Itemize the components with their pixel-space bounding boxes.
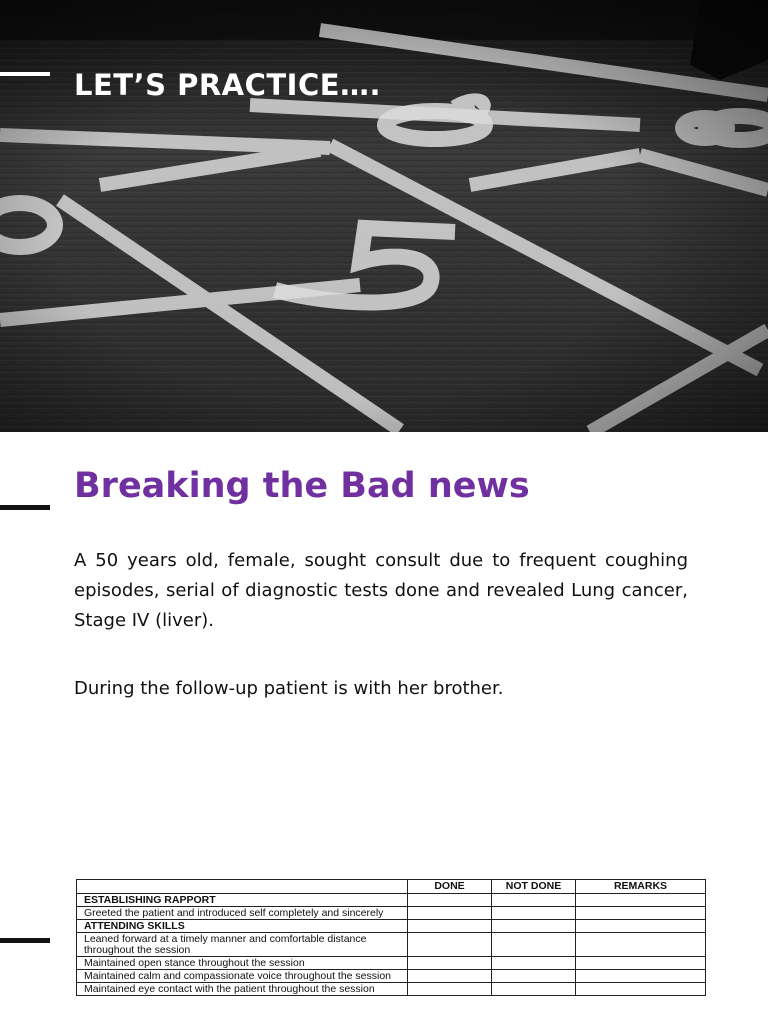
remarks-cell — [576, 920, 706, 933]
done-cell — [408, 907, 492, 920]
section-label: ESTABLISHING RAPPORT — [77, 894, 408, 907]
criterion-text: Maintained open stance throughout the session — [77, 957, 408, 970]
follow-up-paragraph: During the follow-up patient is with her brother. — [74, 678, 504, 699]
criterion-text: Greeted the patient and introduced self completely and sincerely — [77, 907, 408, 920]
table-row — [77, 933, 706, 957]
header-done: DONE — [408, 880, 492, 894]
not-done-cell — [492, 920, 576, 933]
table-row — [77, 920, 706, 933]
remarks-cell — [576, 894, 706, 907]
not-done-cell — [492, 970, 576, 983]
hero-title: LET’S PRACTICE…. — [74, 68, 382, 102]
done-cell — [408, 983, 492, 996]
remarks-cell — [576, 933, 706, 957]
hopscotch-image — [0, 0, 768, 432]
criterion-text: Maintained calm and compassionate voice throughout the session — [77, 970, 408, 983]
criterion-text: Maintained eye contact with the patient throughout the session — [77, 983, 408, 996]
header-remarks: REMARKS — [576, 880, 706, 894]
table-row — [77, 894, 706, 907]
done-cell — [408, 933, 492, 957]
checklist-table-wrapper — [76, 879, 706, 1024]
table-row — [77, 907, 706, 920]
remarks-cell — [576, 983, 706, 996]
done-cell — [408, 970, 492, 983]
table-row — [77, 983, 706, 996]
not-done-cell — [492, 957, 576, 970]
header-criteria — [77, 880, 408, 894]
not-done-cell — [492, 894, 576, 907]
not-done-cell — [492, 907, 576, 920]
slide-title: Breaking the Bad news — [74, 466, 530, 506]
remarks-cell — [576, 970, 706, 983]
table-header-row — [77, 880, 706, 894]
done-cell — [408, 920, 492, 933]
criterion-text: Leaned forward at a timely manner and comfortable distance throughout the session — [77, 933, 408, 957]
header-not-done: NOT DONE — [492, 880, 576, 894]
not-done-cell — [492, 983, 576, 996]
accent-bar-top — [0, 72, 50, 76]
case-paragraph: A 50 years old, female, sought consult due to frequent coughing episodes, serial of diagnostic tests done and revealed Lung cancer, Stage IV (liver). — [74, 550, 688, 631]
checklist-table — [76, 879, 706, 996]
hero-photo — [0, 0, 768, 432]
not-done-cell — [492, 933, 576, 957]
done-cell — [408, 957, 492, 970]
section-label: ATTENDING SKILLS — [77, 920, 408, 933]
done-cell — [408, 894, 492, 907]
accent-bar-middle — [0, 505, 50, 510]
table-row — [77, 957, 706, 970]
table-row — [77, 970, 706, 983]
remarks-cell — [576, 907, 706, 920]
remarks-cell — [576, 957, 706, 970]
accent-bar-bottom — [0, 938, 50, 943]
